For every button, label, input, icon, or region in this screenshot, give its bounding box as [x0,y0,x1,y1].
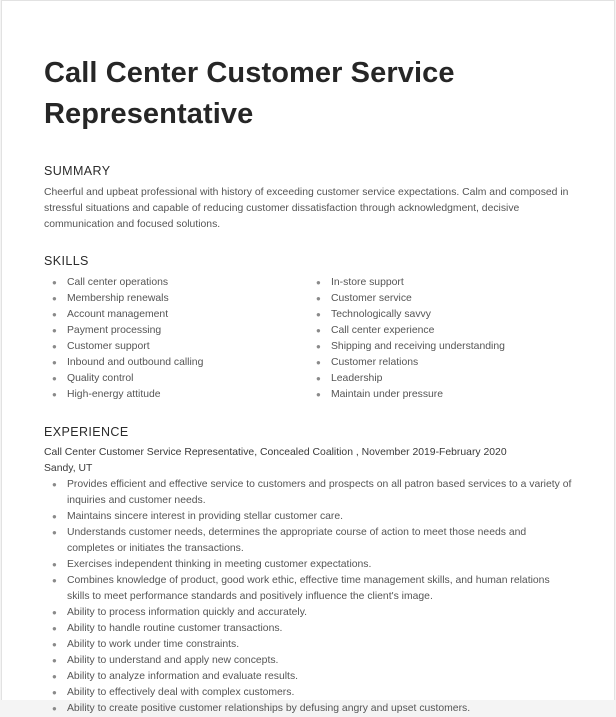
bullet-icon: ● [52,656,57,665]
skills-column-right [308,275,572,403]
bullet-icon: ● [52,528,57,537]
duty-item [44,509,572,525]
duty-item [44,605,572,621]
duty-item [44,637,572,653]
skill-item-text: In-store support [331,277,404,288]
duty-item-text: Understands customer needs, determines the appropriate course of action to meet those needs and completes or initiates the transactions. [67,527,527,554]
skill-item [308,371,572,387]
duty-item-text: Ability to process information quickly and accurately. [67,607,308,618]
bullet-icon: ● [316,310,321,319]
skill-item-text: Customer support [67,341,150,352]
bullet-icon: ● [316,390,321,399]
duty-item [44,525,572,557]
skill-item-text: High-energy attitude [67,389,161,400]
bullet-icon: ● [316,358,321,367]
skill-item-text: Membership renewals [67,293,169,304]
bullet-icon: ● [52,374,57,383]
skill-item-text: Call center operations [67,277,169,288]
skill-item-text: Shipping and receiving understanding [331,341,505,352]
summary-text: Cheerful and upbeat professional with history of exceeding customer service expectations. Calm and composed in stressful situations and capable of reducing customer dissatisfaction through acknowledgment, decisive communication and focused solutions. [44,187,569,230]
job-duties-list [44,477,584,717]
resume-title-line-2: Representative [44,98,254,130]
skill-item-text: Call center experience [331,325,435,336]
skill-item [308,307,572,323]
duty-item-text: Ability to understand and apply new concepts. [67,655,279,666]
summary-section [44,163,584,233]
bullet-icon: ● [316,326,321,335]
skill-item-text: Account management [67,309,169,320]
skill-item [308,323,572,339]
duty-item [44,621,572,637]
bullet-icon: ● [52,640,57,649]
duty-item [44,477,572,509]
bullet-icon: ● [52,688,57,697]
bullet-icon: ● [316,278,321,287]
duty-item [44,701,572,717]
duty-item [44,557,572,573]
resume-page [1,0,615,714]
bullet-icon: ● [52,358,57,367]
duty-item-text: Ability to create positive customer relationships by defusing angry and upset customers. [67,703,471,714]
resume-title-line-1: Call Center Customer Service [44,57,455,89]
skill-item-text: Customer service [331,293,412,304]
experience-section [44,424,584,717]
bullet-icon: ● [316,374,321,383]
skill-item [44,291,308,307]
bullet-icon: ● [52,560,57,569]
duty-item-text: Ability to handle routine customer transactions. [67,623,283,634]
bullet-icon: ● [52,278,57,287]
skill-item [308,387,572,403]
skills-heading: SKILLS [44,254,89,268]
duty-item-text: Exercises independent thinking in meeting customer expectations. [67,559,372,570]
skill-item-text: Maintain under pressure [331,389,444,400]
skill-item-text: Payment processing [67,325,162,336]
bullet-icon: ● [52,310,57,319]
skill-item [44,275,308,291]
duty-item-text: Provides efficient and effective service to customers and prospects on all patron based services to a variety of inquiries and customer needs. [67,479,572,506]
resume-content [44,53,584,717]
bullet-icon: ● [316,294,321,303]
bullet-icon: ● [52,342,57,351]
duty-item [44,573,572,605]
job-title-line: Call Center Customer Service Representative, Concealed Coalition , November 2019-February 2020 [44,447,507,458]
duty-item-text: Ability to work under time constraints. [67,639,240,650]
duty-item [44,669,572,685]
duty-item-text: Combines knowledge of product, good work ethic, effective time management skills, and human relations skills to meet performance standards and positively influence the client's image. [67,575,550,602]
skills-column-left [44,275,308,403]
experience-heading: EXPERIENCE [44,425,129,439]
skill-item-text: Leadership [331,373,383,384]
bullet-icon: ● [52,704,57,713]
summary-heading: SUMMARY [44,164,111,178]
skill-item-text: Technologically savvy [331,309,431,320]
skill-item [44,339,308,355]
skill-item [308,339,572,355]
skill-item [44,371,308,387]
skills-section [44,253,584,403]
bullet-icon: ● [52,672,57,681]
skill-item [44,307,308,323]
bullet-icon: ● [52,512,57,521]
skill-item-text: Inbound and outbound calling [67,357,204,368]
skill-item [44,387,308,403]
duty-item [44,653,572,669]
skill-item [308,275,572,291]
duty-item-text: Ability to analyze information and evaluate results. [67,671,299,682]
job-location: Sandy, UT [44,463,93,474]
bullet-icon: ● [52,390,57,399]
skill-item [308,291,572,307]
skill-item [308,355,572,371]
skills-grid [44,275,584,403]
bullet-icon: ● [52,608,57,617]
skill-item-text: Customer relations [331,357,419,368]
bullet-icon: ● [52,294,57,303]
resume-title [44,53,584,135]
skill-item-text: Quality control [67,373,134,384]
duty-item-text: Maintains sincere interest in providing stellar customer care. [67,511,344,522]
bullet-icon: ● [52,624,57,633]
skill-item [44,323,308,339]
bullet-icon: ● [52,326,57,335]
bullet-icon: ● [52,576,57,585]
bullet-icon: ● [52,480,57,489]
duty-item [44,685,572,701]
skill-item [44,355,308,371]
duty-item-text: Ability to effectively deal with complex customers. [67,687,295,698]
bullet-icon: ● [316,342,321,351]
